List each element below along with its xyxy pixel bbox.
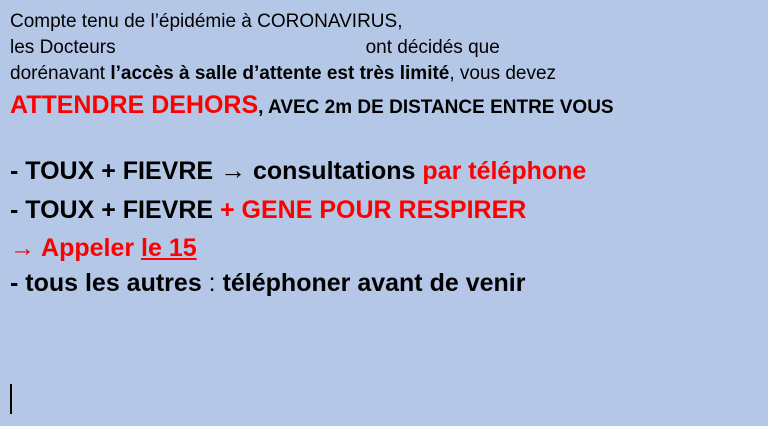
intro-line-3 bbox=[10, 61, 758, 87]
waiting-room-emphasis: l’accès à salle d’attente est très limité bbox=[110, 63, 450, 84]
right-arrow-icon: → bbox=[220, 155, 246, 185]
text-cursor bbox=[10, 384, 12, 414]
rule-2-red-end: + GENE POUR RESPIRER bbox=[220, 196, 527, 224]
intro-line-1 bbox=[10, 10, 758, 35]
warning-line bbox=[10, 87, 758, 120]
others-bold-start: - tous les autres bbox=[10, 269, 202, 297]
intro-line-2 bbox=[10, 35, 758, 61]
intro-line-3-text-c: , vous devez bbox=[449, 63, 557, 84]
call-emergency-line bbox=[10, 228, 758, 267]
call-text: Appeler bbox=[35, 234, 142, 262]
intro-block bbox=[10, 8, 758, 87]
rule-1-black-start: - TOUX + FIEVRE bbox=[10, 157, 220, 185]
intro-line-2-text-a: les Docteurs bbox=[10, 37, 116, 58]
intro-line-3-text-a: dorénavant bbox=[10, 63, 111, 84]
warning-emphasis: ATTENDRE DEHORS bbox=[10, 91, 259, 119]
rule-2-black-start: - TOUX + FIEVRE bbox=[10, 196, 220, 224]
others-bold-end: téléphoner avant de venir bbox=[222, 269, 526, 297]
others-separator: : bbox=[201, 269, 223, 297]
warning-rest: , AVEC 2m DE DISTANCE ENTRE VOUS bbox=[258, 97, 614, 118]
rule-item-1 bbox=[10, 152, 758, 189]
rule-1-red-end: par téléphone bbox=[422, 157, 587, 185]
emergency-number: le 15 bbox=[141, 234, 197, 262]
intro-line-2-text-b: ont décidés que bbox=[365, 37, 500, 58]
vertical-spacer bbox=[10, 120, 758, 152]
rule-1-black-mid: consultations bbox=[246, 157, 423, 185]
rule-item-2 bbox=[10, 189, 758, 228]
right-arrow-icon-2: → bbox=[10, 234, 35, 262]
others-line bbox=[10, 267, 758, 300]
intro-line-1-text: Compte tenu de l’épidémie à CORONAVIRUS, bbox=[10, 11, 403, 32]
